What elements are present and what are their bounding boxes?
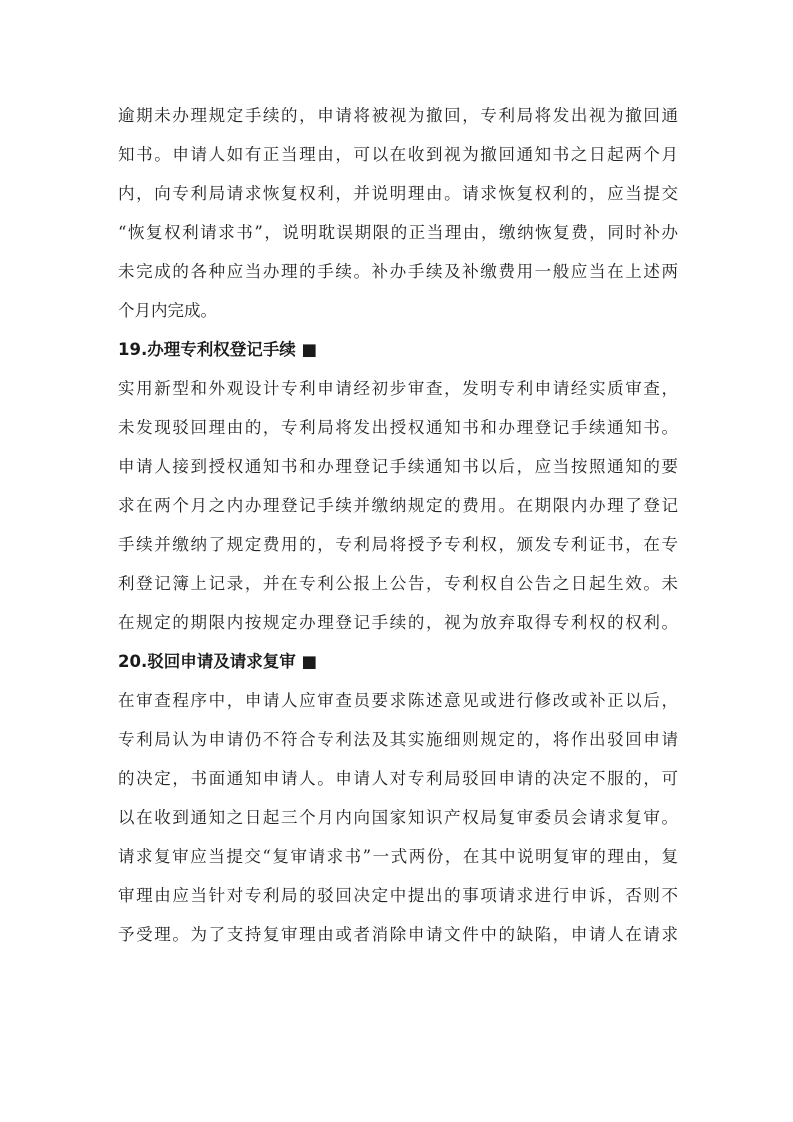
section-20-heading: 20.驳回申请及请求复审 ■	[118, 652, 318, 671]
text-line: 在规定的期限内按规定办理登记手续的，视为放弃取得专利权的权利。	[118, 613, 678, 632]
text-line: 的决定，书面通知申请人。申请人对专利局驳回申请的决定不服的，可	[118, 769, 678, 788]
section-20-rejection-review	[118, 642, 678, 954]
document-body	[118, 96, 678, 954]
text-line: 予受理。为了支持复审理由或者消除申请文件中的缺陷，申请人在请求	[118, 925, 678, 944]
text-line: 利登记簿上记录，并在专利公报上公告，专利权自公告之日起生效。未	[118, 574, 678, 593]
text-line: 在审查程序中，申请人应审查员要求陈述意见或进行修改或补正以后，	[118, 691, 678, 710]
text-line: 专利局认为申请仍不符合专利法及其实施细则规定的，将作出驳回申请	[118, 730, 678, 749]
text-line: 以在收到通知之日起三个月内向国家知识产权局复审委员会请求复审。	[118, 808, 678, 827]
section-19-heading: 19.办理专利权登记手续 ■	[118, 340, 318, 359]
text-line: 未发现驳回理由的，专利局将发出授权通知书和办理登记手续通知书。	[118, 418, 678, 437]
paragraph-overdue-procedures	[118, 96, 678, 330]
text-line: 请求复审应当提交“复审请求书”一式两份，在其中说明复审的理由，复	[118, 847, 678, 866]
text-line: 求在两个月之内办理登记手续并缴纳规定的费用。在期限内办理了登记	[118, 496, 678, 515]
text-line: 个月内完成。	[118, 301, 217, 320]
text-line: 内，向专利局请求恢复权利，并说明理由。请求恢复权利的，应当提交	[118, 184, 678, 203]
text-line: “恢复权利请求书”，说明耽误期限的正当理由，缴纳恢复费，同时补办	[118, 223, 678, 242]
text-line: 申请人接到授权通知书和办理登记手续通知书以后，应当按照通知的要	[118, 457, 678, 476]
text-line: 手续并缴纳了规定费用的，专利局将授予专利权，颁发专利证书，在专	[118, 535, 678, 554]
text-line: 未完成的各种应当办理的手续。补办手续及补缴费用一般应当在上述两	[118, 262, 678, 281]
text-line: 知书。申请人如有正当理由，可以在收到视为撤回通知书之日起两个月	[118, 145, 678, 164]
text-line: 逾期未办理规定手续的，申请将被视为撤回，专利局将发出视为撤回通	[118, 106, 678, 125]
section-19-registration	[118, 330, 678, 642]
text-line: 审理由应当针对专利局的驳回决定中提出的事项请求进行申诉，否则不	[118, 886, 678, 905]
text-line: 实用新型和外观设计专利申请经初步审查，发明专利申请经实质审查，	[118, 379, 678, 398]
